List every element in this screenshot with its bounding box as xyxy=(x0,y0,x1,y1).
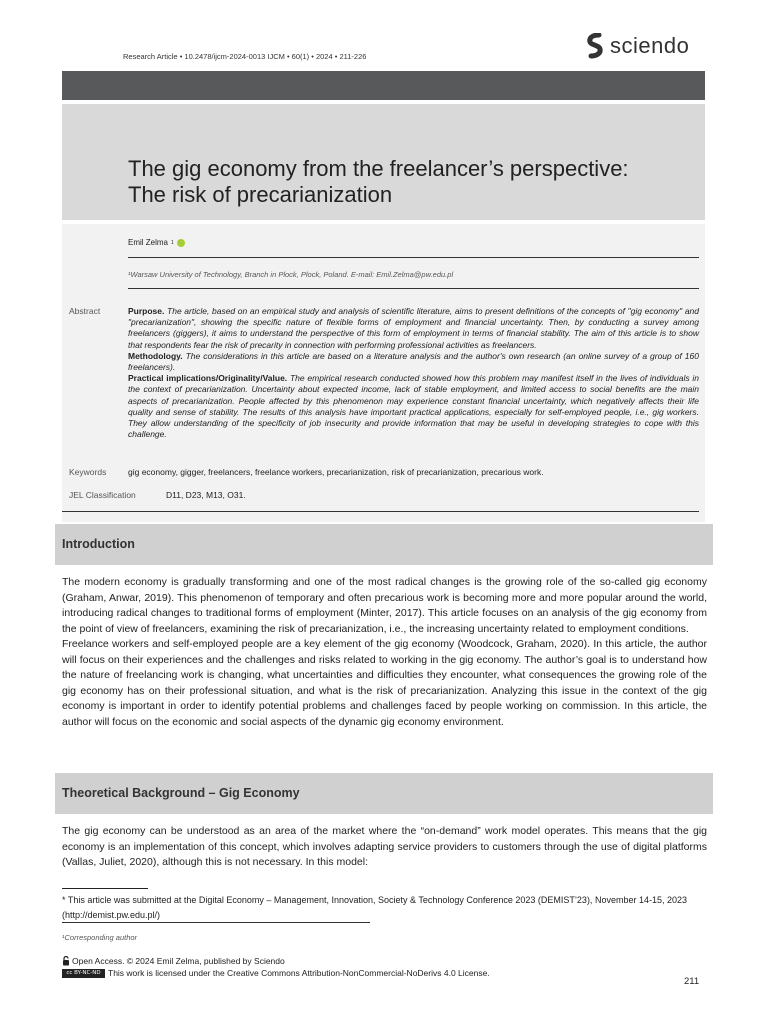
title-line-2: The risk of precarianization xyxy=(128,182,393,207)
abstract-label: Abstract xyxy=(69,306,101,316)
corresponding-author-note: ¹Corresponding author xyxy=(62,933,138,942)
article-info-block xyxy=(62,224,705,522)
open-access-lock-icon xyxy=(62,956,70,966)
methodology-label: Methodology. xyxy=(128,350,183,361)
section-heading-bar xyxy=(55,773,713,814)
page-number: 211 xyxy=(684,976,700,987)
section-heading-theoretical-background: Theoretical Background – Gig Economy xyxy=(62,786,300,800)
introduction-body xyxy=(62,575,707,730)
section-heading-bar xyxy=(55,524,713,565)
implications-text: The empirical research conducted showed how this problem may manifest itself in the lives of individuals in the context of precarianization. Uncertainty about expected income, lack of stable employment, and limited access to social benefits are the main aspects of precarianization. People affected by this phenomenon may experience constant financial uncertainty, which negatively affects their life quality and sense of stability. The results of this analysis have important practical applications, especially for self-employed people, i.e., gig workers. They allow understanding of the specificity of job insecurity and provide information that may be useful in developing strategies to cope with this challenge. xyxy=(128,373,699,440)
header-band xyxy=(62,71,705,100)
footnote-rule xyxy=(62,888,148,889)
footnote: * This article was submitted at the Digital Economy – Management, Innovation, Society & Technology Conference 2023 (DEMIST’23), November 14-15, 2023 (http://demist.pw.edu.pl/) xyxy=(62,895,687,920)
paragraph: Freelance workers and self-employed people are a key element of the gig economy (Woodcock, Graham, 2020). In this article, the author will focus on their experiences and the challenges and risks related to working in the gig economy. The author’s goal is to understand how the nature of freelancing work is changing, what uncertainties and difficulties they encounter, what consequences the growing role of the gig economy has on their professional situation, and what is the risk of precarianization. Analyzing this issue in the context of the gig economy is important in order to identify potential problems and challenges faced by people working on commission. In this article, the author will focus on the economic and social aspects of the dynamic gig economy environment. xyxy=(62,638,707,728)
title-line-1: The gig economy from the freelancer’s perspective: xyxy=(128,156,629,181)
keywords-label: Keywords xyxy=(69,467,107,477)
divider xyxy=(62,511,699,512)
paragraph: The gig economy can be understood as an area of the market where the “on-demand” work model operates. This means that the gig economy is an implementation of this concept, which involves adapting service providers to customers through the use of digital platforms (Vallas, Juliet, 2020), although this is not necessary. In this model: xyxy=(62,825,707,868)
article-meta: Research Article • 10.2478/ijcm-2024-0013 IJCM • 60(1) • 2024 • 211-226 xyxy=(123,52,367,61)
jel-label: JEL Classification xyxy=(69,490,136,500)
license-text: This work is licensed under the Creative Commons Attribution-NonCommercial-NoDerivs 4.0 License. xyxy=(108,968,490,978)
section-heading-introduction: Introduction xyxy=(62,537,135,551)
affiliation: ¹Warsaw University of Technology, Branch in Plock, Plock, Poland. E-mail: Emil.Zelma@pw.edu.pl xyxy=(128,270,454,279)
keywords-text: gig economy, gigger, freelancers, freelance workers, precarianization, risk of precarianization, precarious work. xyxy=(128,467,544,477)
author-mark: 1 xyxy=(171,239,174,246)
methodology-text: The considerations in this article are based on a literature analysis and the author's own research (an online survey of a group of 160 freelancers). xyxy=(128,350,699,373)
title-block xyxy=(62,104,705,220)
open-access-line xyxy=(62,956,285,966)
sciendo-logo-text: sciendo xyxy=(610,33,690,58)
sciendo-logo-icon xyxy=(586,33,604,59)
footnote-divider xyxy=(62,922,370,923)
purpose-text: The article, based on an empirical study and analysis of scientific literature, aims to present definitions of the concepts of "gig economy" and "precarianization", showing the specific nature of flexible forms of employment and financial uncertainty. Then, by conducting a survey among freelancers (giggers), it aims to understand the perspective of this form of employment in terms of financial stability. The aim of this article is to show that respondents fear the risk of precarity in connection with performing professional activities as freelancers. xyxy=(128,306,699,350)
divider xyxy=(128,288,699,289)
author-line xyxy=(128,238,185,247)
purpose-label: Purpose. xyxy=(128,306,165,316)
orcid-icon[interactable] xyxy=(177,239,185,247)
cc-license-icon[interactable]: cc BY-NC-ND xyxy=(62,969,105,978)
sciendo-logo xyxy=(586,33,689,59)
author-name: Emil Zelma xyxy=(128,238,169,247)
article-title xyxy=(128,156,688,208)
jel-codes: D11, D23, M13, O31. xyxy=(166,490,246,500)
theoretical-background-body xyxy=(62,824,707,871)
license-line xyxy=(62,968,490,978)
paragraph: The modern economy is gradually transforming and one of the most radical changes is the growing role of the so-called gig economy (Graham, Anwar, 2019). This phenomenon of temporary and often precarious work is becoming more and more popular around the world, introducing radical changes to traditional forms of employment (Minter, 2017). This article focuses on an analysis of the gig economy from the point of view of freelancers, examining the risk of precarianization, i.e., the increasing uncertainty related to employment conditions. xyxy=(62,576,707,635)
abstract-text xyxy=(128,306,699,440)
implications-label: Practical implications/Originality/Value. xyxy=(128,373,288,384)
divider xyxy=(128,257,699,258)
open-access-text: Open Access. © 2024 Emil Zelma, published by Sciendo xyxy=(72,956,285,966)
